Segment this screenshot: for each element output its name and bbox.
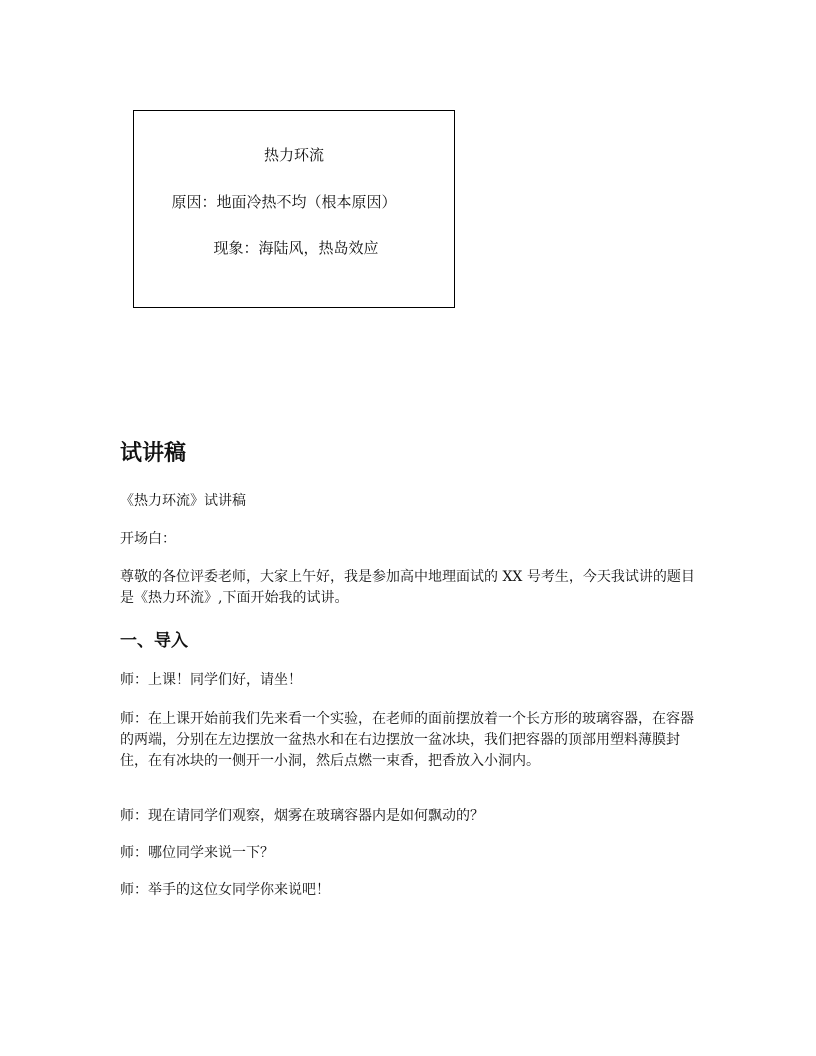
paragraph: 师：在上课开始前我们先来看一个实验，在老师的面前摆放着一个长方形的玻璃容器，在容器的两端，分别在左边摆放一盆热水和在右边摆放一盆冰块，我们把容器的顶部用塑料薄膜封住，在有冰块的一侧开一小洞，然后点燃一束香，把香放入小洞内。 [120, 711, 694, 769]
slide-thumbnail [133, 110, 455, 308]
section-heading-intro: 一、导入 [120, 631, 188, 651]
document-heading: 试讲稿 [120, 441, 187, 466]
paragraph: 师：举手的这位女同学你来说吧！ [120, 882, 330, 898]
paragraph: 师：现在请同学们观察，烟雾在玻璃容器内是如何飘动的？ [120, 808, 484, 824]
slide-phenomenon-line: 现象：海陆风，热岛效应 [213, 239, 379, 257]
slide-cause-line: 原因：地面冷热不均（根本原因） [171, 193, 397, 211]
document-title-line: 《热力环流》试讲稿 [120, 493, 246, 509]
greeting-paragraph: 尊敬的各位评委老师，大家上午好，我是参加高中地理面试的 XX 号考生，今天我试讲的题目是《热力环流》,下面开始我的试讲。 [120, 569, 695, 606]
opening-label: 开场白： [120, 531, 176, 547]
slide-title: 热力环流 [263, 146, 324, 164]
paragraph: 师：上课！同学们好，请坐！ [120, 672, 302, 688]
paragraph: 师：哪位同学来说一下？ [120, 845, 274, 861]
